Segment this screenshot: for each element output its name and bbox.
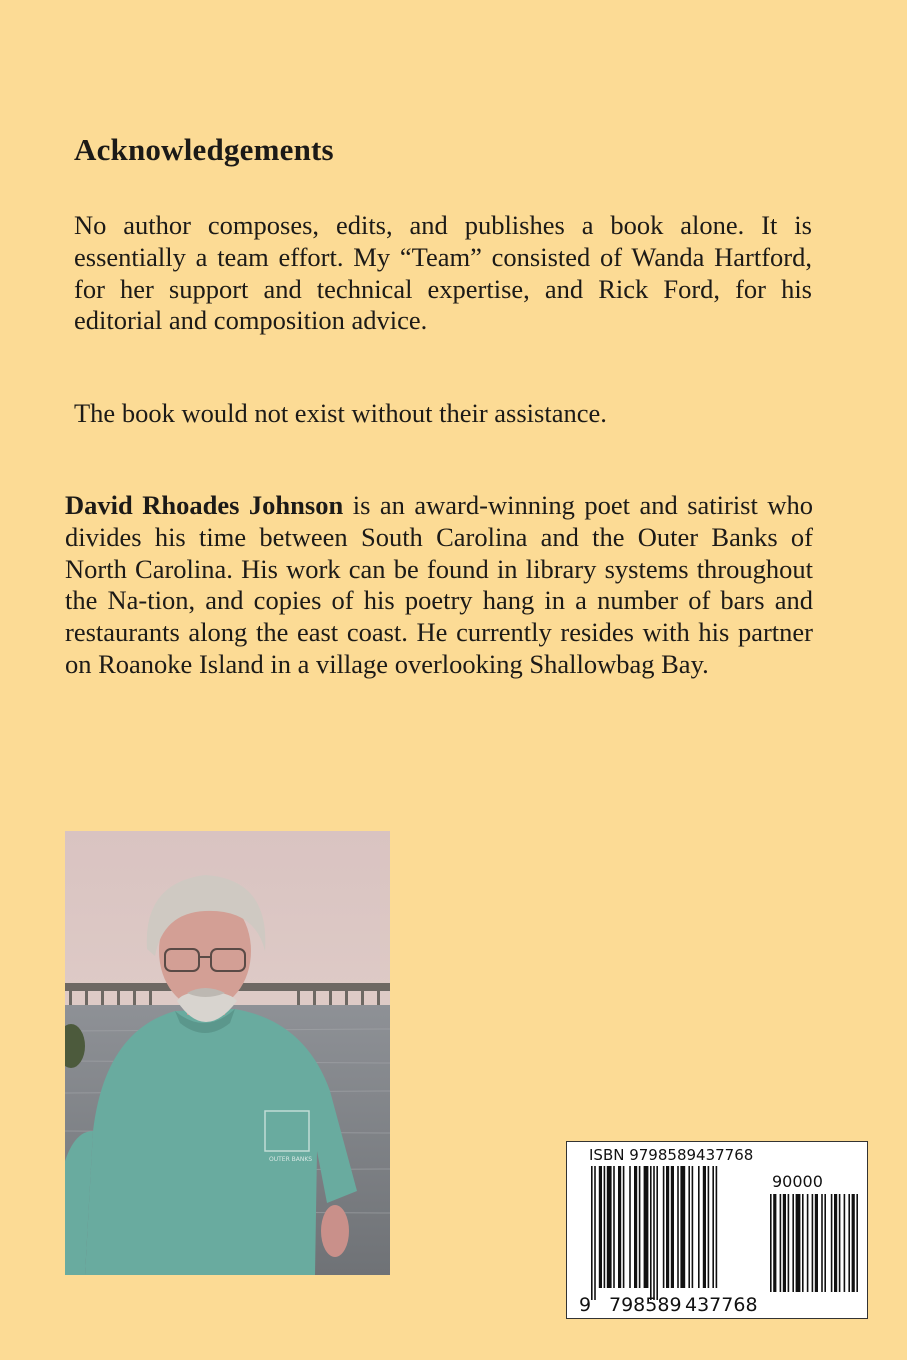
- barcode-digit-first: 9: [579, 1294, 592, 1316]
- isbn-label: ISBN 9798589437768: [589, 1146, 754, 1164]
- addon-number: 90000: [772, 1172, 823, 1191]
- barcode-bars: [591, 1166, 761, 1306]
- author-bio-text: is an award-winning poet and satirist who divides his time between South Carolina and the Outer Banks of North Carolina. His work can be found in library systems throughout the Na-tion, and copies of his poetry hang in a number of bars and restaurants along the east coast. He currently resides with his partner on Roanoke Island in a village overlooking Shallowbag Bay.: [65, 490, 813, 679]
- isbn-barcode: [566, 1141, 868, 1319]
- barcode-digit-group-2: 437768: [685, 1294, 758, 1316]
- author-bio: [65, 490, 813, 681]
- author-name: David Rhoades Johnson: [65, 490, 344, 520]
- acknowledgements-closing: The book would not exist without their assistance.: [74, 398, 607, 428]
- svg-text:OUTER BANKS: OUTER BANKS: [269, 1156, 313, 1163]
- barcode-digit-group-1: 798589: [609, 1294, 682, 1316]
- acknowledgements-heading: Acknowledgements: [74, 132, 334, 167]
- acknowledgements-paragraph: No author composes, edits, and publishes a book alone. It is essentially a team effort. My “Team” consisted of Wanda Hartford, for her support and technical expertise, and Rick Ford, for his editorial and composition advice.: [74, 210, 812, 336]
- author-photo: [65, 831, 390, 1275]
- addon-barcode-bars: [770, 1194, 858, 1294]
